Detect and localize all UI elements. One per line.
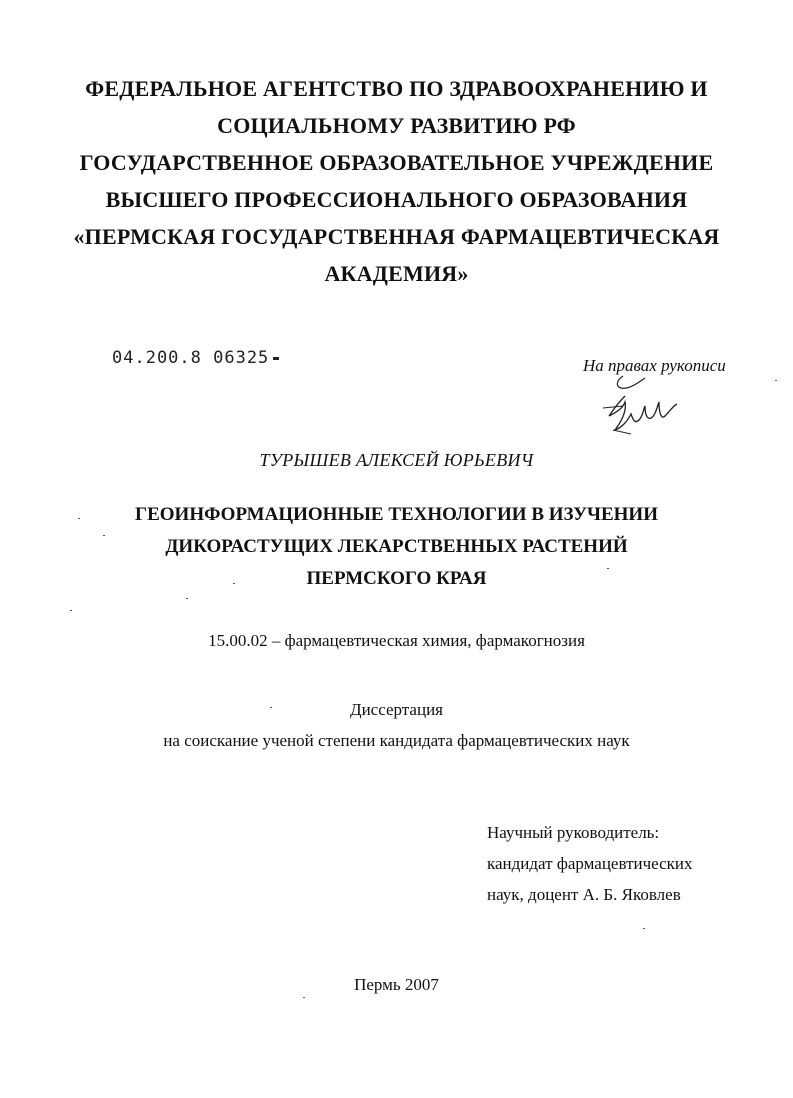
stamp-dash [273,357,279,360]
scan-speck [233,583,235,584]
header-line: «ПЕРМСКАЯ ГОСУДАРСТВЕННАЯ ФАРМАЦЕВТИЧЕСКАЯ [73,224,720,249]
supervisor-block [487,817,693,910]
title-line: ДИКОРАСТУЩИХ ЛЕКАРСТВЕННЫХ РАСТЕНИЙ [165,536,628,557]
city-year: Пермь 2007 [354,975,439,994]
specialty-code: 15.00.02 – фармацевтическая химия, фармакогнозия [208,631,585,650]
header-line: СОЦИАЛЬНОМУ РАЗВИТИЮ РФ [217,113,576,138]
scan-speck [270,707,272,708]
scan-speck [186,598,188,599]
dissertation-title [0,499,793,595]
scan-speck [607,568,609,569]
manuscript-note: На правах рукописи [583,356,726,375]
scan-speck [78,518,80,519]
dissertation-type [0,694,793,756]
signature-image [595,372,695,438]
scan-speck [70,610,72,611]
header-line: АКАДЕМИЯ» [324,261,469,286]
dissertation-label: Диссертация [349,700,443,719]
title-line: ПЕРМСКОГО КРАЯ [306,568,487,589]
institution-header [0,70,793,292]
title-line: ГЕОИНФОРМАЦИОННЫЕ ТЕХНОЛОГИИ В ИЗУЧЕНИИ [135,504,658,525]
header-line: ВЫСШЕГО ПРОФЕССИОНАЛЬНОГО ОБРАЗОВАНИЯ [105,187,688,212]
supervisor-line: кандидат фармацевтических [487,854,693,873]
header-line: ГОСУДАРСТВЕННОЕ ОБРАЗОВАТЕЛЬНОЕ УЧРЕЖДЕНИЕ [79,150,714,175]
dissertation-purpose: на соискание ученой степени кандидата фармацевтических наук [163,731,630,750]
registration-number: 04.200.8 06325 [112,348,270,368]
header-line: ФЕДЕРАЛЬНОЕ АГЕНТСТВО ПО ЗДРАВООХРАНЕНИЮ И [85,76,708,101]
supervisor-line: наук, доцент А. Б. Яковлев [487,885,681,904]
registration-stamp [112,348,279,368]
scan-speck [643,928,645,929]
scan-speck [775,380,777,381]
author-name: ТУРЫШЕВ АЛЕКСЕЙ ЮРЬЕВИЧ [259,450,534,470]
scan-speck [103,535,105,536]
supervisor-line: Научный руководитель: [487,823,660,842]
scan-speck [303,997,305,998]
